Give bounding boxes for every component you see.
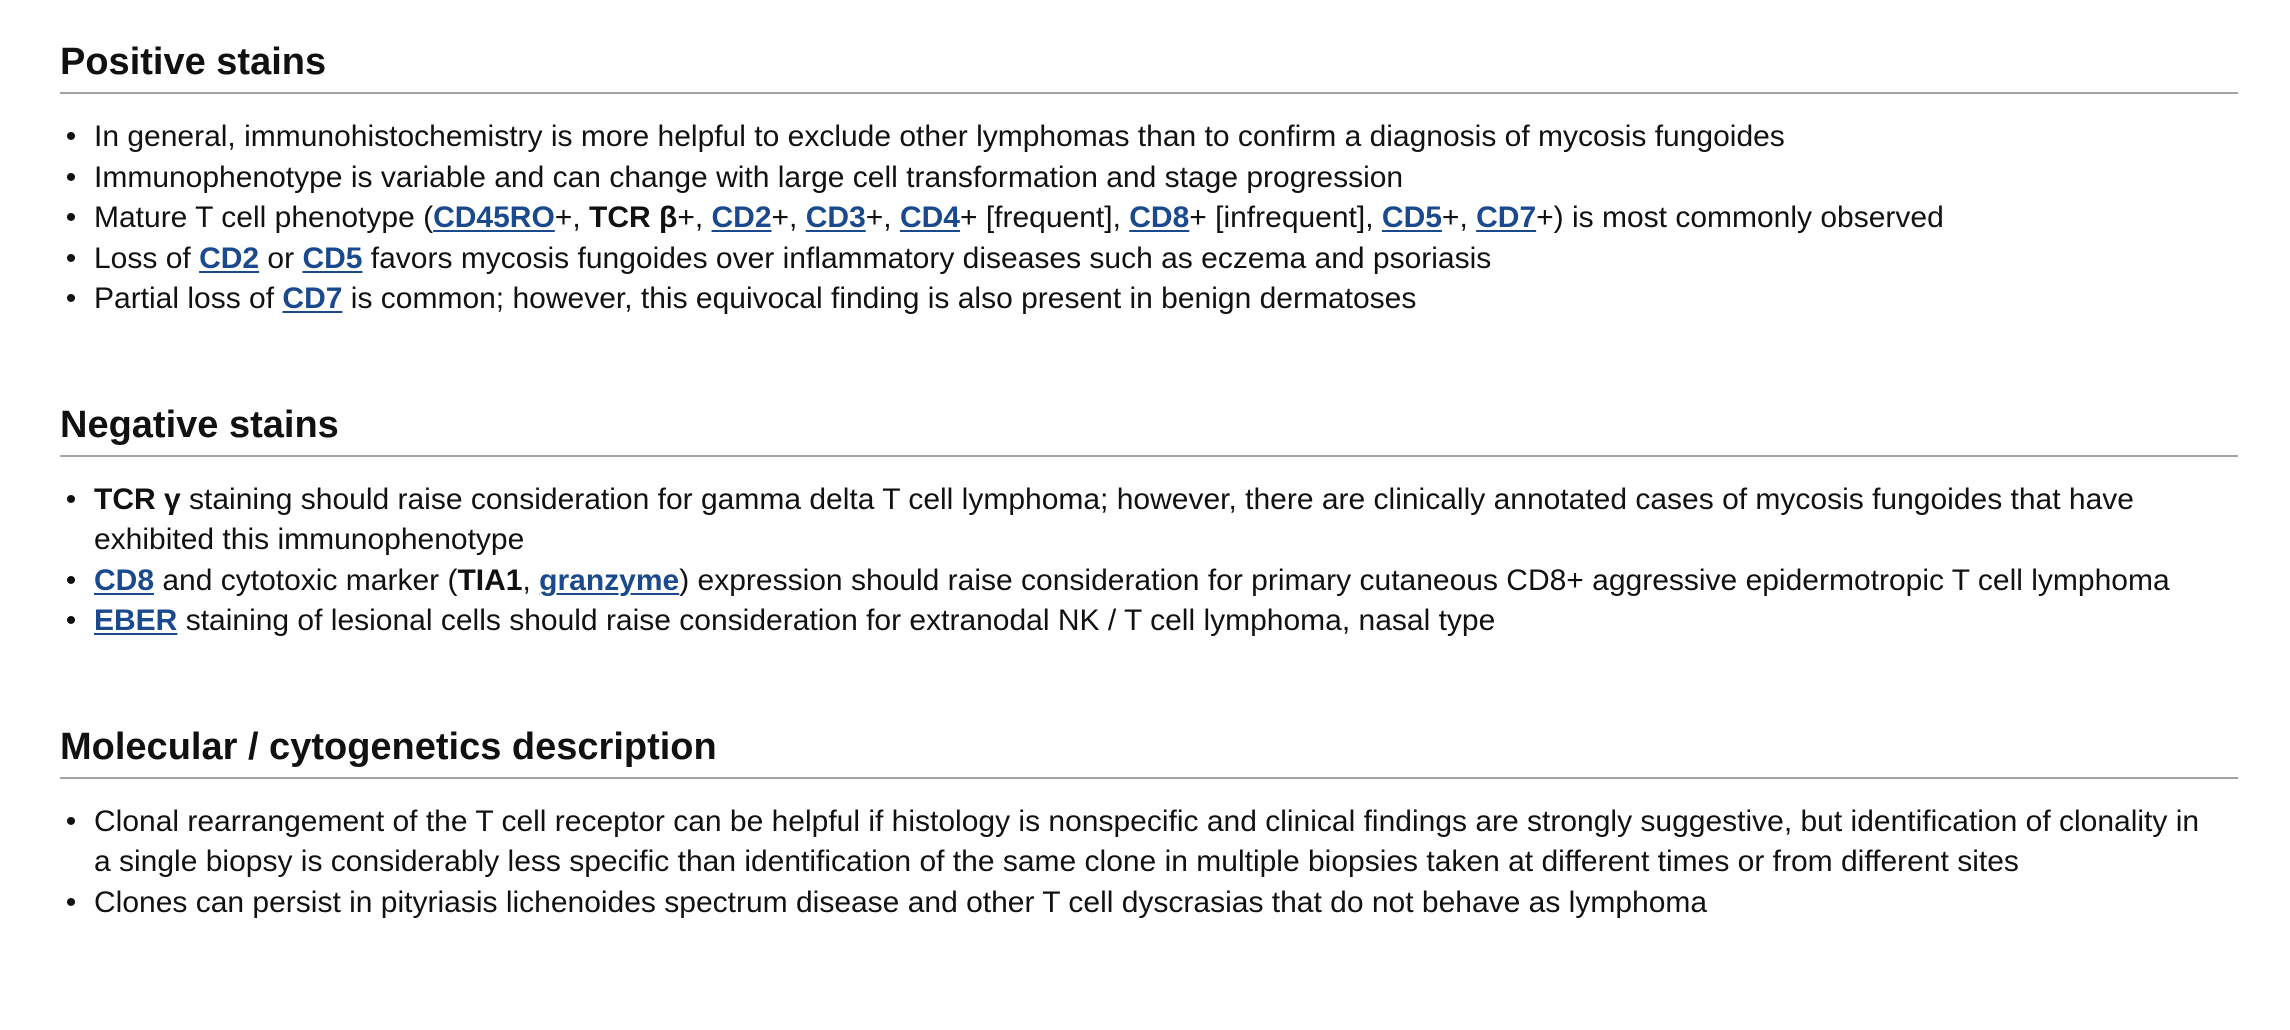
- link-eber[interactable]: EBER: [94, 604, 178, 637]
- link-cd7[interactable]: CD7: [282, 282, 343, 315]
- bullet-icon: •: [65, 482, 77, 516]
- link-cd5[interactable]: CD5: [1381, 201, 1442, 234]
- marker-tia1: TIA1: [457, 563, 523, 597]
- list-item: • CD8 and cytotoxic marker (TIA1, granzyme) expression should raise consideration for primary cutaneous CD8+ aggressive epidermotropic T cell lymphoma: [60, 561, 2218, 602]
- bullet-icon: •: [65, 804, 77, 838]
- link-granzyme[interactable]: granzyme: [539, 563, 680, 597]
- link-cd8[interactable]: CD8: [94, 563, 155, 597]
- positive-stains-list: [60, 117, 2238, 320]
- bullet-icon: •: [65, 604, 77, 637]
- list-item: • Partial loss of CD7 is common; however, this equivocal finding is also present in benign dermatoses: [60, 279, 2218, 320]
- bullet-icon: •: [65, 563, 77, 597]
- list-item: • Mature T cell phenotype (CD45RO+, TCR β+, CD2+, CD3+, CD4+ [frequent], CD8+ [infrequent], CD5+, CD7+) is most commonly observed: [60, 198, 2218, 239]
- link-cd2[interactable]: CD2: [711, 201, 772, 234]
- link-cd7[interactable]: CD7: [1476, 201, 1537, 234]
- negative-stains-list: [60, 480, 2238, 642]
- list-item: • Clonal rearrangement of the T cell receptor can be helpful if histology is nonspecific and clinical findings are strongly suggestive, but identification of clonality in a single biopsy is considerably less specific than identification of the same clone in multiple biopsies taken at different times or from different sites: [60, 802, 2218, 883]
- link-cd2[interactable]: CD2: [199, 241, 260, 275]
- bullet-icon: •: [65, 201, 77, 234]
- article-content: [60, 0, 2238, 923]
- link-cd3[interactable]: CD3: [805, 201, 866, 234]
- positive-stains-heading: Positive stains: [60, 40, 2238, 94]
- link-cd4[interactable]: CD4: [899, 201, 960, 234]
- marker-tcr-gamma: TCR γ: [94, 482, 181, 516]
- link-cd8[interactable]: CD8: [1129, 201, 1190, 234]
- section-molecular-cytogenetics: [60, 725, 2238, 924]
- link-cd5[interactable]: CD5: [302, 241, 363, 275]
- negative-stains-heading: Negative stains: [60, 403, 2238, 457]
- molecular-heading: Molecular / cytogenetics description: [60, 725, 2238, 779]
- bullet-icon: •: [65, 282, 77, 315]
- list-item: • TCR γ staining should raise consideration for gamma delta T cell lymphoma; however, there are clinically annotated cases of mycosis fungoides that have exhibited this immunophenotype: [60, 480, 2218, 561]
- section-negative-stains: [60, 403, 2238, 642]
- marker-tcr-beta: TCR β: [589, 201, 678, 234]
- molecular-list: [60, 802, 2238, 924]
- bullet-icon: •: [65, 120, 77, 153]
- list-item: • In general, immunohistochemistry is more helpful to exclude other lymphomas than to confirm a diagnosis of mycosis fungoides: [60, 117, 2218, 158]
- section-positive-stains: [60, 40, 2238, 320]
- bullet-icon: •: [65, 241, 77, 275]
- list-item: • Loss of CD2 or CD5 favors mycosis fungoides over inflammatory diseases such as eczema and psoriasis: [60, 239, 2218, 280]
- link-cd45ro[interactable]: CD45RO: [433, 201, 555, 234]
- bullet-icon: •: [65, 160, 77, 194]
- list-item: • EBER staining of lesional cells should raise consideration for extranodal NK / T cell lymphoma, nasal type: [60, 601, 2218, 642]
- bullet-icon: •: [65, 885, 77, 919]
- list-item: • Immunophenotype is variable and can change with large cell transformation and stage progression: [60, 158, 2218, 199]
- list-item: • Clones can persist in pityriasis lichenoides spectrum disease and other T cell dyscrasias that do not behave as lymphoma: [60, 883, 2218, 924]
